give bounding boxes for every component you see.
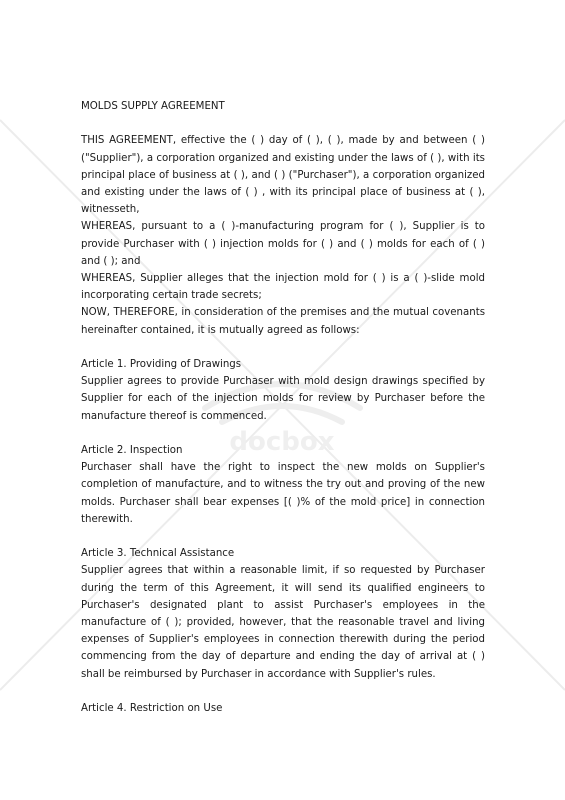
spacer [81,425,485,442]
whereas-clause: WHEREAS, pursuant to a ( )-manufacturing program for ( ), Supplier is to provide Purchaser with ( ) injection molds for ( ) and ( ) molds for each of ( ) and ( ); and [81,221,485,267]
preamble-paragraph: THIS AGREEMENT, effective the ( ) day of ( ), ( ), made by and between ( ) ("Supplier"), a corporation organized and existing under the laws of ( ), with its principal place of business at ( ), and ( ) ("Purchaser"), a corporation organized and existing under the laws of ( ) , with its principal place of business at ( ), witnesseth, [81,135,485,216]
spacer [81,683,485,700]
article-heading: Article 3. Technical Assistance [81,548,235,560]
spacer [81,528,485,545]
therefore-clause: NOW, THEREFORE, in consideration of the premises and the mutual covenants hereinafter contained, it is mutually agreed as follows: [81,307,485,336]
spacer [81,339,485,356]
article-heading: Article 1. Providing of Drawings [81,359,242,371]
article-heading: Article 2. Inspection [81,445,183,457]
whereas-clause: WHEREAS, Supplier alleges that the injection mold for ( ) is a ( )-slide mold incorporating certain trade secrets; [81,273,485,302]
svg-text:docbox: docbox [229,427,335,457]
article-body: Purchaser shall have the right to inspect the new molds on Supplier's completion of manufacture, and to witness the try out and proving of the new molds. Purchaser shall bear expenses [( )% of the mold price] in connection therewith. [81,462,485,525]
document-title: MOLDS SUPPLY AGREEMENT [81,101,225,112]
article-heading: Article 4. Restriction on Use [81,703,223,715]
article-body: Supplier agrees to provide Purchaser with mold design drawings specified by Supplier for each of the injection molds for review by Purchaser before the manufacture thereof is commenced. [81,376,485,422]
article-body: Supplier agrees that within a reasonable limit, if so requested by Purchaser during the term of this Agreement, it will send its qualified engineers to Purchaser's designated plant to assist Purchaser's employees in the manufacture of ( ); provided, however, that the reasonable travel and living expenses of Supplier's employees in connection therewith during the period commencing from the day of departure and ending the day of arrival at ( ) shall be reimbursed by Purchaser in accordance with Supplier's rules. [81,565,485,680]
document-body [81,98,485,717]
